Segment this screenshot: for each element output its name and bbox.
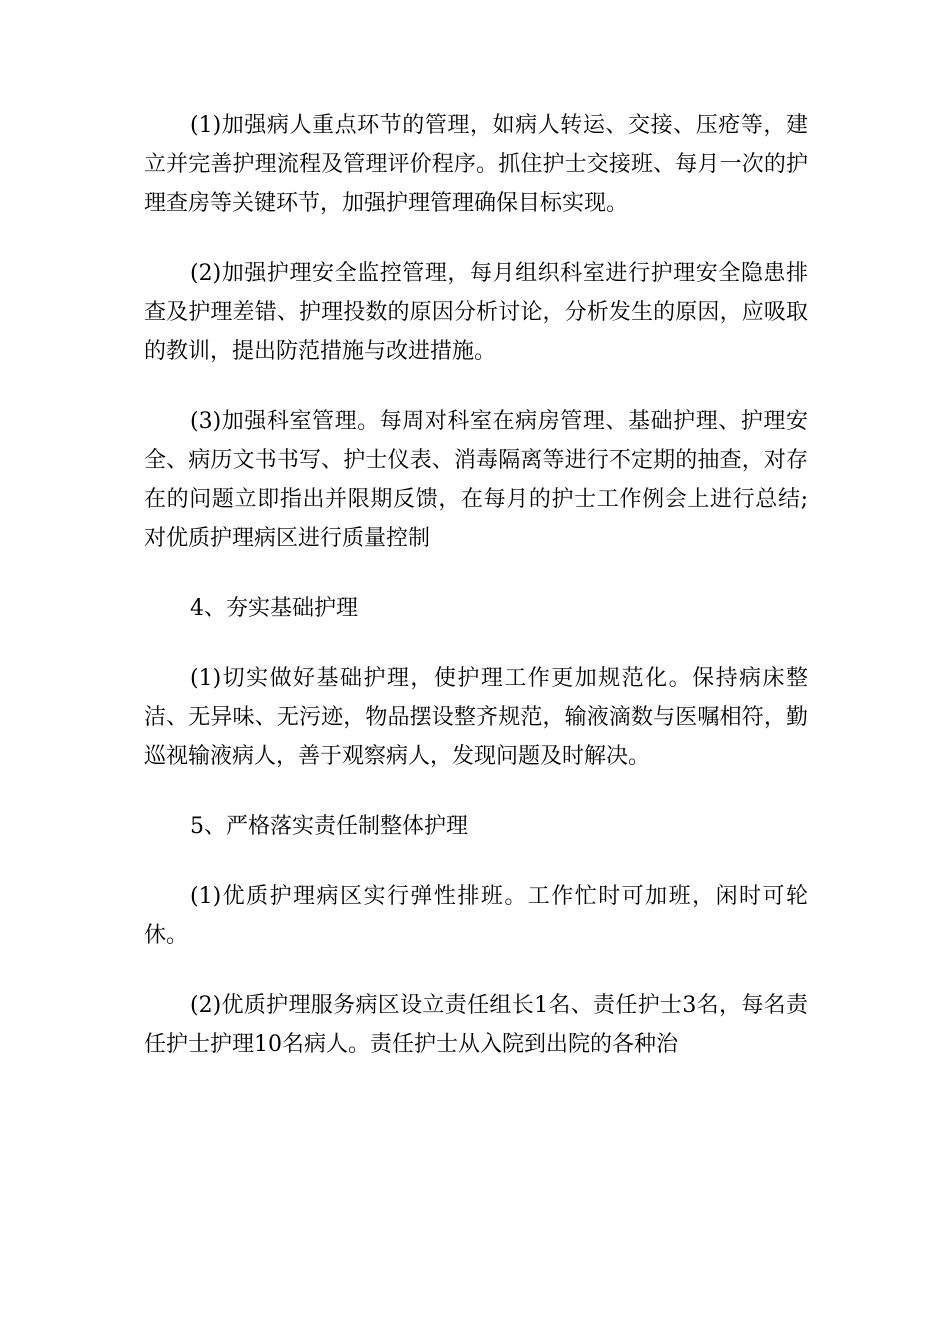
paragraph-basic-nursing: (1)切实做好基础护理，使护理工作更加规范化。保持病床整洁、无异味、无污迹，物品摆设整齐规范，输液滴数与医嘱相符，勤巡视输液病人，善于观察病人，发现问题及时解决。 (144, 666, 808, 769)
paragraph-department-management: (3)加强科室管理。每周对科室在病房管理、基础护理、护理安全、病历文书书写、护士仪表、消毒隔离等进行不定期的抽查，对存在的问题立即指出并限期反馈，在每月的护士工作例会上进行总结;对优质护理病区进行质量控制 (144, 409, 808, 551)
paragraph-flexible-scheduling: (1)优质护理病区实行弹性排班。工作忙时可加班，闲时可轮休。 (144, 884, 808, 948)
paragraph-key-links: (1)加强病人重点环节的管理，如病人转运、交接、压疮等，建立并完善护理流程及管理评价程序。抓住护士交接班、每月一次的护理查房等关键环节，加强护理管理确保目标实现。 (144, 113, 808, 216)
document-body (144, 106, 808, 1064)
section-heading-basic-nursing: 4、夯实基础护理 (190, 596, 358, 621)
section-heading-responsibility-nursing: 5、严格落实责任制整体护理 (190, 814, 468, 839)
paragraph-safety-monitoring: (2)加强护理安全监控管理，每月组织科室进行护理安全隐患排查及护理差错、护理投数的原因分析讨论，分析发生的原因，应吸取的教训，提出防范措施与改进措施。 (144, 261, 808, 364)
paragraph-responsibility-staffing: (2)优质护理服务病区设立责任组长1名、责任护士3名，每名责任护士护理10名病人。责任护士从入院到出院的各种治 (144, 993, 808, 1057)
